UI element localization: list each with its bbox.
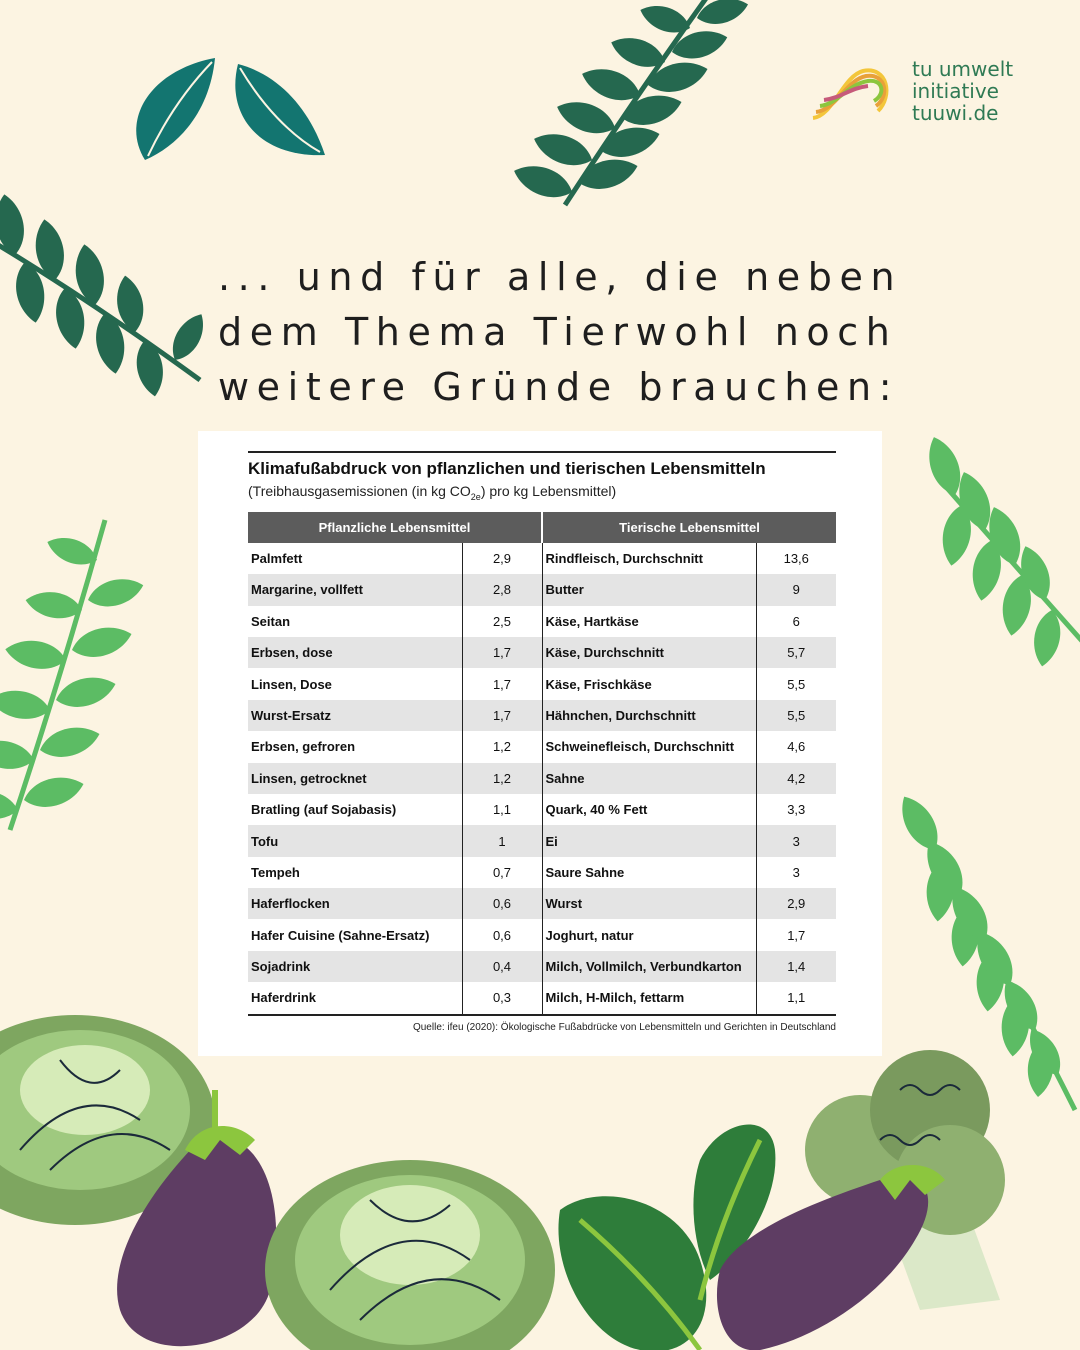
teal-leaf-icon [235,64,325,155]
fern-icon [509,0,751,205]
teal-leaf-icon [136,58,215,160]
plant-name-cell: Margarine, vollfett [248,574,462,605]
plant-value-cell: 1,2 [462,731,542,762]
plant-value-cell: 1,7 [462,668,542,699]
table-title: Klimafußabdruck von pflanzlichen und tierischen Lebensmitteln [248,459,766,478]
logo-swirl-icon [808,56,908,128]
animal-name-cell: Käse, Hartkäse [542,606,756,637]
table-row [248,637,836,668]
plant-name-cell: Erbsen, gefroren [251,739,356,755]
animal-value-cell: 1,4 [756,951,836,982]
plant-value-cell: 0,6 [462,919,542,950]
plant-value-cell: 2,8 [462,574,542,605]
fern-icon [0,520,147,830]
subtitle-part: ) pro kg Lebensmittel) [480,483,617,499]
table-row [248,982,836,1014]
animal-value-cell: 3 [756,825,836,856]
table-row [248,700,836,731]
table-card [198,431,882,1056]
headline-line-3: weitere Gründe brauchen: [218,365,900,409]
fern-icon [0,192,212,399]
animal-name-cell: Milch, H-Milch, fettarm [542,982,756,1014]
animal-value-cell: 1,7 [756,919,836,950]
plant-name-cell: Seitan [251,613,291,629]
plant-value-cell: 0,6 [462,888,542,919]
animal-name-cell: Käse, Frischkäse [542,668,756,699]
animal-name-cell: Saure Sahne [542,857,756,888]
animal-value-cell: 5,7 [756,637,836,668]
emissions-table [248,512,836,1016]
table-row [248,857,836,888]
plant-value-cell: 1 [462,825,542,856]
animal-name-cell: Hähnchen, Durchschnitt [542,700,756,731]
subtitle-part: (Treibhausgasemissionen (in kg CO [248,483,471,499]
animal-value-cell: 9 [756,574,836,605]
plant-name-cell: Tempeh [251,864,300,880]
logo-line-1: tu umwelt [912,57,1014,81]
animal-name-cell: Joghurt, natur [542,919,756,950]
animal-value-cell: 2,9 [756,888,836,919]
headline-line-2: dem Thema Tierwohl noch [218,310,898,354]
header-plant: Pflanzliche Lebensmittel [248,512,542,543]
animal-value-cell: 1,1 [756,982,836,1014]
animal-name-cell: Butter [542,574,756,605]
plant-name-cell: Wurst-Ersatz [248,700,462,731]
table-row [248,825,836,856]
plant-value-cell: 1,7 [462,637,542,668]
animal-value-cell: 3 [756,857,836,888]
subtitle-subscript: 2e [470,491,481,502]
headline-line-1: ... und für alle, die neben [218,255,903,299]
logo-text [912,58,1013,124]
animal-value-cell: 3,3 [756,794,836,825]
plant-value-cell: 0,3 [462,982,542,1014]
header-animal: Tierische Lebensmittel [542,512,836,543]
tuuwi-logo [808,56,1028,128]
animal-name-cell: Sahne [542,763,756,794]
table-row [248,794,836,825]
logo-line-3: tuuwi.de [912,101,999,125]
plant-name-cell: Erbsen, dose [248,637,462,668]
headline [218,250,938,415]
plant-name-cell: Hafer Cuisine (Sahne-Ersatz) [251,927,430,943]
animal-name-cell: Schweinefleisch, Durchschnitt [542,731,756,762]
table-header-row [248,512,836,543]
cabbage-icon [265,1160,555,1350]
table-subtitle [248,483,836,502]
animal-name-cell: Quark, 40 % Fett [542,794,756,825]
animal-name-cell: Rindfleisch, Durchschnitt [542,543,756,574]
plant-value-cell: 0,7 [462,857,542,888]
table-row [248,543,836,574]
plant-name-cell: Sojadrink [248,951,462,982]
plant-value-cell: 1,2 [462,763,542,794]
table-row [248,951,836,982]
table-row [248,888,836,919]
animal-name-cell: Käse, Durchschnitt [542,637,756,668]
plant-name-cell: Linsen, Dose [251,676,332,692]
table-row [248,606,836,637]
plant-value-cell: 1,1 [462,794,542,825]
animal-value-cell: 4,6 [756,731,836,762]
animal-name-cell: Ei [542,825,756,856]
plant-value-cell: 2,9 [462,543,542,574]
plant-name-cell: Tofu [248,825,462,856]
animal-value-cell: 5,5 [756,668,836,699]
plant-name-cell: Haferflocken [248,888,462,919]
animal-value-cell: 6 [756,606,836,637]
plant-value-cell: 1,7 [462,700,542,731]
plant-name-cell: Bratling (auf Sojabasis) [251,802,397,818]
table-body [248,543,836,1015]
plant-name-cell: Palmfett [251,550,303,566]
animal-name-cell: Milch, Vollmilch, Verbundkarton [542,951,756,982]
animal-value-cell: 13,6 [756,543,836,574]
table-row [248,919,836,950]
fern-icon [921,432,1080,668]
plant-value-cell: 0,4 [462,951,542,982]
animal-value-cell: 5,5 [756,700,836,731]
animal-name-cell: Wurst [542,888,756,919]
table-row [248,731,836,762]
animal-value-cell: 4,2 [756,763,836,794]
table-row [248,574,836,605]
plant-value-cell: 2,5 [462,606,542,637]
plant-name-cell: Linsen, getrocknet [248,763,462,794]
source-note: Quelle: ifeu (2020): Ökologische Fußabdrücke von Lebensmitteln und Gerichten in Deutschland [412,1021,836,1033]
table-row [248,763,836,794]
logo-line-2: initiative [912,79,999,103]
table-top-rule [248,451,836,453]
plant-name-cell: Haferdrink [248,982,462,1014]
table-row [248,668,836,699]
